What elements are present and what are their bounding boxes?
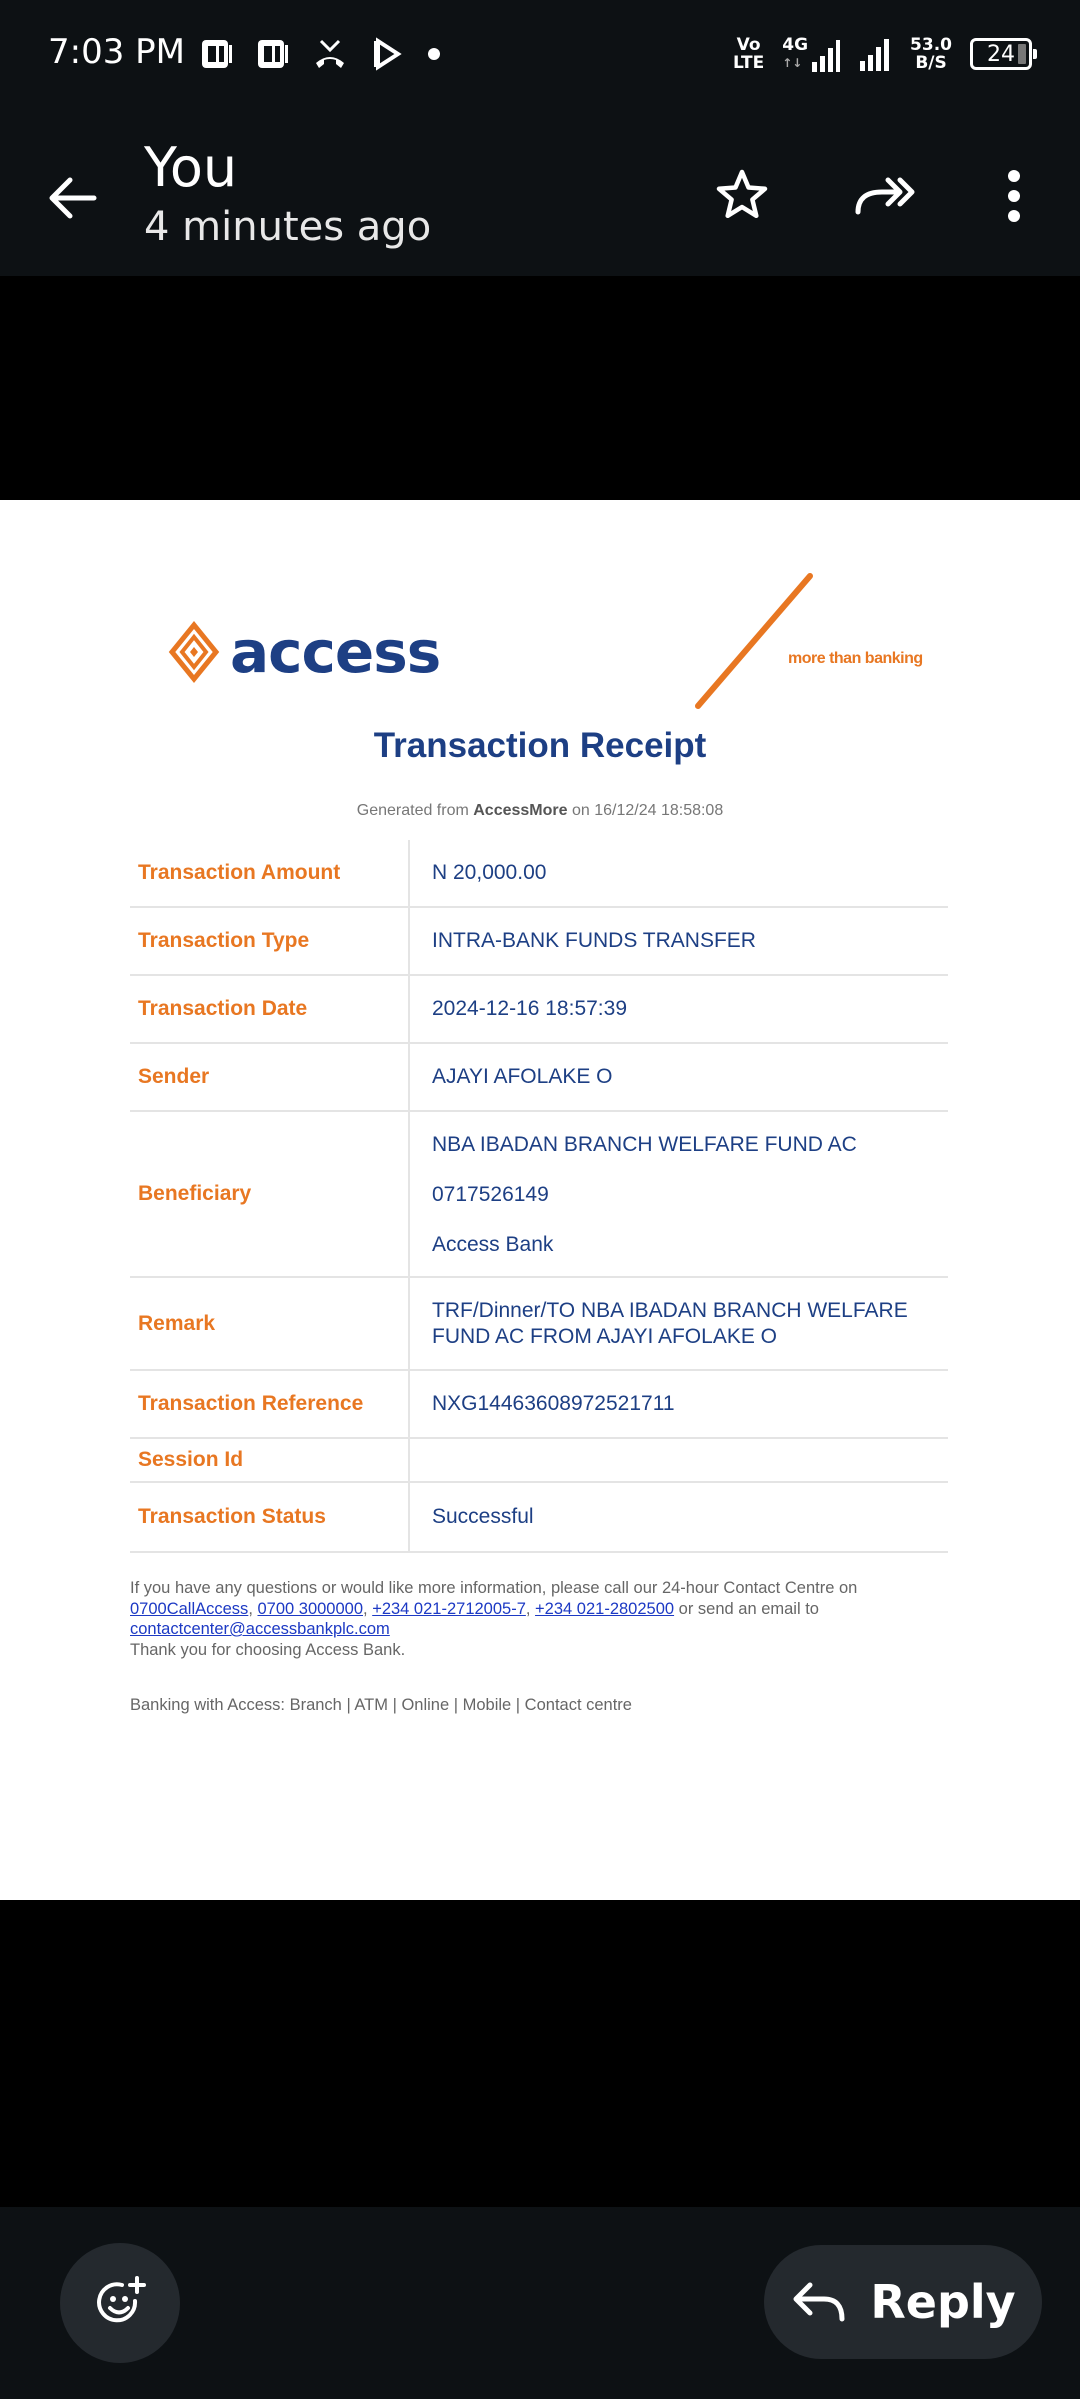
row-label: Remark	[130, 1278, 410, 1369]
mobile-signal-1: 4G ↑↓	[782, 36, 840, 72]
access-diamond-icon	[168, 621, 220, 683]
bottom-action-bar	[0, 2207, 1080, 2399]
sender-name: You	[144, 136, 238, 199]
phone-link[interactable]: 0700 3000000	[257, 1599, 364, 1618]
volte-indicator: Vo LTE	[733, 35, 765, 73]
remark-line: TRF/Dinner/TO NBA IBADAN BRANCH WELFARE	[432, 1298, 908, 1322]
add-reaction-icon	[91, 2274, 149, 2332]
table-row	[130, 840, 948, 908]
battery-level: 24	[987, 41, 1015, 67]
row-value: INTRA-BANK FUNDS TRANSFER	[432, 929, 756, 952]
row-label: Transaction Status	[130, 1483, 410, 1551]
add-reaction-button[interactable]	[60, 2243, 180, 2363]
table-row	[130, 976, 948, 1044]
more-vertical-icon[interactable]	[996, 164, 1032, 228]
network-speed: 53.0 B/S	[910, 35, 952, 73]
star-outline-icon[interactable]	[712, 166, 772, 226]
row-value	[410, 1278, 948, 1369]
beneficiary-bank: Access Bank	[432, 1233, 554, 1256]
notification-dot-icon	[426, 46, 442, 62]
access-logo	[168, 618, 440, 686]
tagline: more than banking	[788, 650, 923, 667]
email-link[interactable]: contactcenter@accessbankplc.com	[130, 1620, 390, 1638]
reply-icon	[790, 2279, 848, 2325]
banking-channels: Banking with Access: Branch | ATM | Online | Mobile | Contact centre	[130, 1696, 632, 1714]
receipt-image[interactable]	[0, 500, 1080, 1900]
row-value: Successful	[432, 1505, 534, 1528]
play-store-icon	[370, 37, 404, 71]
row-label: Transaction Reference	[130, 1371, 410, 1437]
table-row	[130, 908, 948, 976]
beneficiary-account: 0717526149	[432, 1183, 549, 1206]
phone-link[interactable]: +234 021-2802500	[535, 1599, 675, 1618]
battery-icon	[970, 38, 1032, 70]
table-row-remark	[130, 1278, 948, 1371]
phone-link[interactable]: +234 021-2712005-7	[372, 1599, 526, 1618]
reply-button[interactable]	[764, 2245, 1042, 2359]
row-label: Transaction Amount	[130, 840, 410, 906]
generated-info: Generated from AccessMore on 16/12/24 18:58:08	[356, 802, 724, 819]
forward-icon[interactable]	[852, 166, 918, 226]
receipt-table	[130, 840, 948, 1553]
signal-bars-icon	[812, 38, 840, 72]
logo-wordmark: access	[230, 618, 441, 686]
table-row-beneficiary	[130, 1112, 948, 1278]
reply-label: Reply	[870, 2275, 1016, 2329]
access-slash-graphic	[694, 572, 814, 710]
phone-link[interactable]: 0700CallAccess	[130, 1599, 249, 1618]
status-bar	[0, 0, 1080, 106]
notification-icons	[200, 34, 442, 74]
message-app-bar	[0, 106, 1080, 276]
row-value	[410, 1112, 948, 1276]
row-label: Sender	[130, 1044, 410, 1110]
row-value	[410, 1439, 948, 1481]
table-row	[130, 1483, 948, 1553]
network-type: 4G	[782, 35, 809, 55]
notification-app-icon	[200, 37, 234, 71]
missed-call-icon	[312, 37, 348, 71]
row-value: NXG14463608972521711	[432, 1392, 675, 1415]
table-row	[130, 1044, 948, 1112]
row-label: Beneficiary	[130, 1112, 410, 1276]
arrow-left-icon[interactable]	[42, 168, 102, 228]
row-value: 2024-12-16 18:57:39	[432, 997, 627, 1020]
row-value: N 20,000.00	[432, 861, 547, 884]
receipt-footer: If you have any questions or would like more information, please call our 24-hour Contact Centre on 0700CallAccess, 0700 3000000, +234 021-2712005-7, +234 021-2802500 or send an email to contactcenter@accessbankplc.com Thank you for choosing Access Bank.	[130, 1579, 858, 1659]
row-label: Transaction Type	[130, 908, 410, 974]
beneficiary-name: NBA IBADAN BRANCH WELFARE FUND AC	[432, 1133, 857, 1156]
remark-line: FUND AC FROM AJAYI AFOLAKE O	[432, 1324, 778, 1348]
notification-app-icon	[256, 37, 290, 71]
status-time: 7:03 PM	[48, 32, 185, 72]
receipt-title: Transaction Receipt	[373, 726, 707, 765]
row-value: AJAYI AFOLAKE O	[432, 1065, 613, 1088]
row-label: Session Id	[130, 1439, 410, 1481]
table-row	[130, 1439, 948, 1483]
row-label: Transaction Date	[130, 976, 410, 1042]
message-time: 4 minutes ago	[144, 204, 432, 250]
table-row	[130, 1371, 948, 1439]
signal-bars-icon	[858, 37, 892, 71]
status-right	[733, 30, 1032, 78]
thanks-text: Thank you for choosing Access Bank.	[130, 1640, 406, 1659]
